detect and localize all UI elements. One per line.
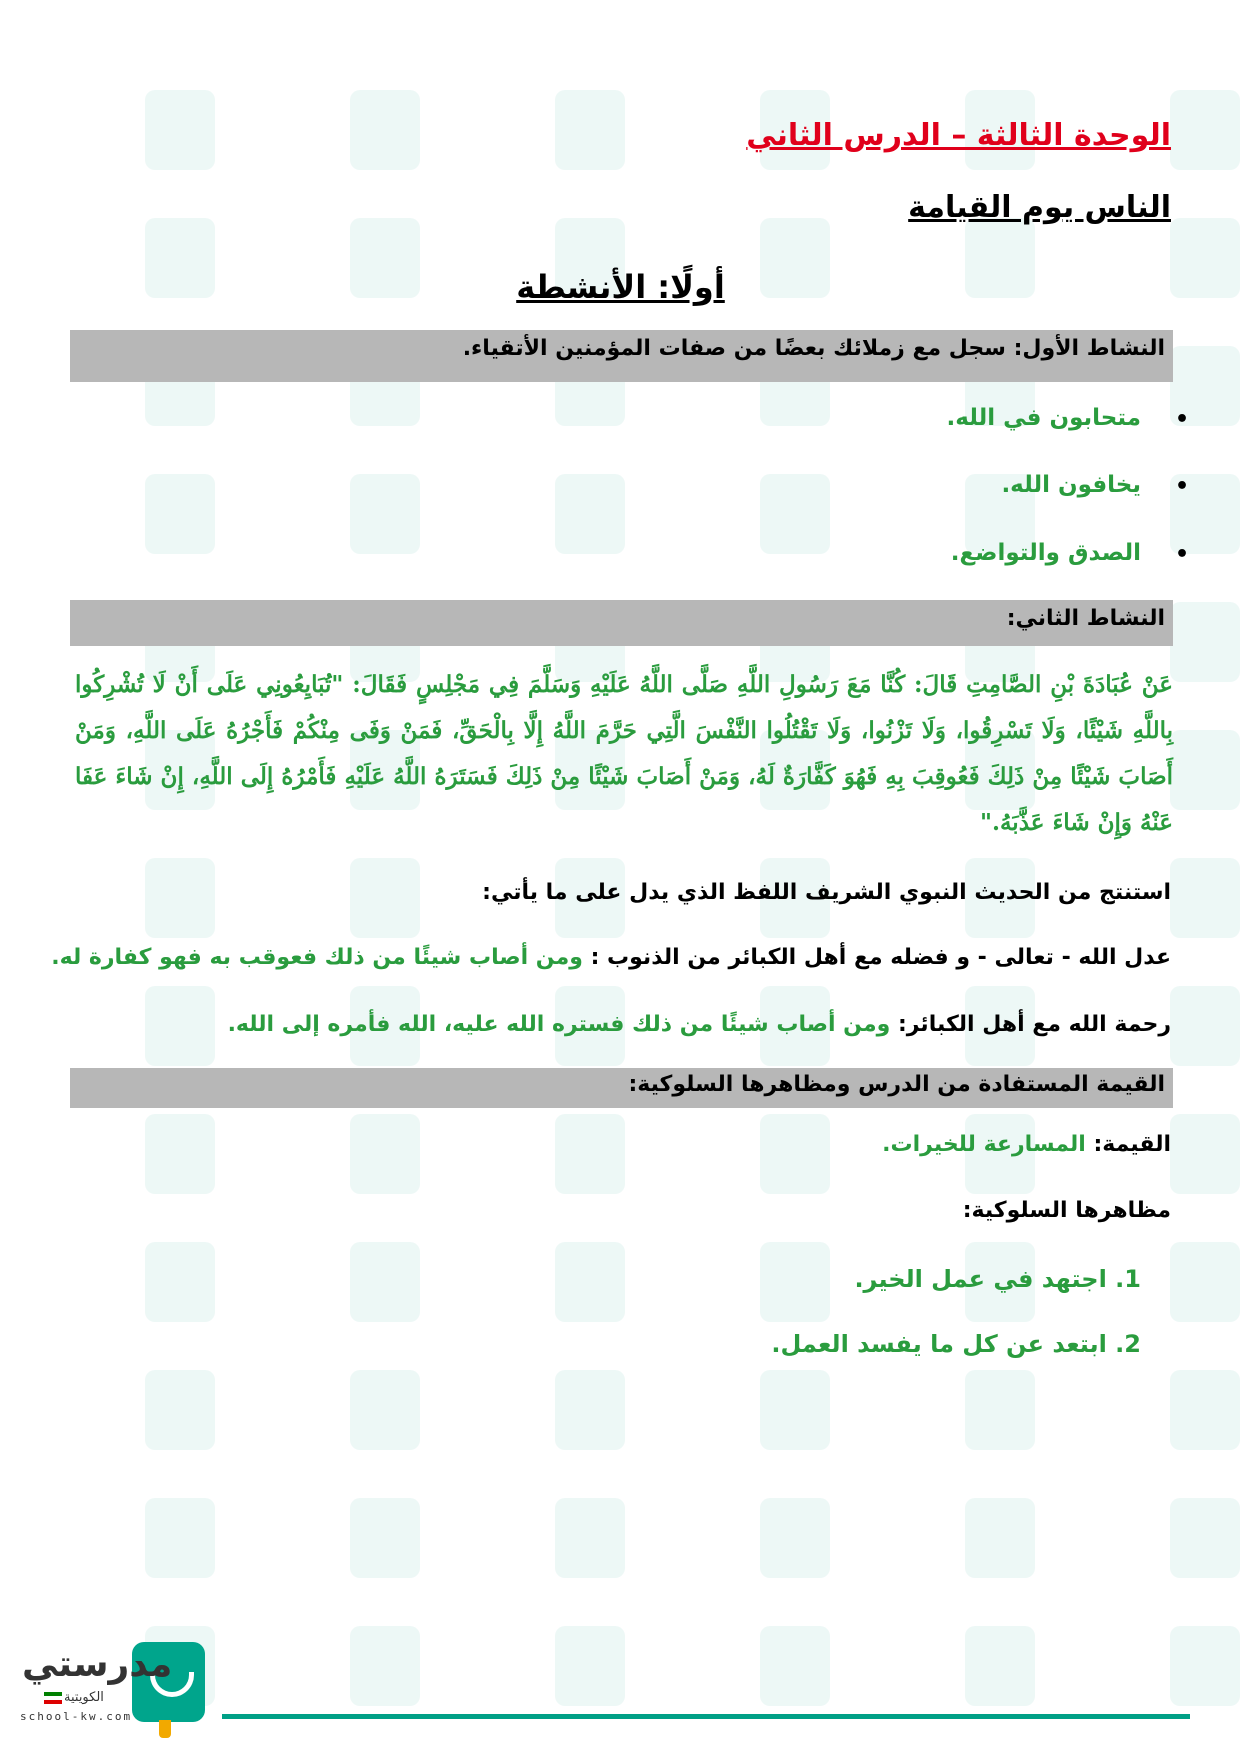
activity2-heading: النشاط الثاني: <box>1006 606 1165 631</box>
list-item: • متحابون في الله. <box>946 405 1189 432</box>
logo-url: school-kw.com <box>20 1710 133 1723</box>
school-logo <box>20 1640 210 1738</box>
answer-row <box>228 1012 1171 1037</box>
list-item: • يخافون الله. <box>1001 472 1189 499</box>
answer-row <box>51 945 1171 970</box>
value-heading-bar <box>70 1068 1173 1108</box>
value-row <box>882 1132 1171 1157</box>
activity2-heading-bar <box>70 600 1173 646</box>
behaviors-label: مظاهرها السلوكية: <box>962 1198 1171 1223</box>
bullet-icon: • <box>1174 542 1189 567</box>
list-item: • الصدق والتواضع. <box>950 540 1189 567</box>
logo-name: مدرستي <box>22 1644 173 1685</box>
hadith-text: عَنْ عُبَادَةَ بْنِ الصَّامِتِ قَالَ: كُنَّا مَعَ رَسُولِ اللَّهِ صَلَّى اللَّهُ عَلَيْهِ وَسَلَّمَ فِي مَجْلِسٍ فَقَالَ: "تُبَايِعُونِي عَلَى أَنْ لَا تُشْرِكُوا بِاللَّهِ شَيْئًا، وَلَا تَسْرِقُوا، وَلَا تَزْنُوا، وَلَا تَقْتُلُوا النَّفْسَ الَّتِي حَرَّمَ اللَّهُ إِلَّا بِالْحَقِّ، فَمَنْ وَفَى مِنْكُمْ فَأَجْرُهُ عَلَى اللَّهِ، وَمَنْ أَصَابَ شَيْئًا مِنْ ذَلِكَ فَعُوقِبَ بِهِ فَهُوَ كَفَّارَةٌ لَهُ، وَمَنْ أَصَابَ شَيْئًا مِنْ ذَلِكَ فَسَتَرَهُ اللَّهُ عَلَيْهِ فَأَمْرُهُ إِلَى اللَّهِ، إِنْ شَاءَ عَفَا عَنْهُ وَإِنْ شَاءَ عَذَّبَهُ." <box>75 671 1173 836</box>
list-item: 2. ابتعد عن كل ما يفسد العمل. <box>771 1330 1141 1358</box>
section-title: أولًا: الأنشطة <box>516 268 725 306</box>
bullet-icon: • <box>1174 474 1189 499</box>
value-text: المسارعة للخيرات. <box>882 1132 1086 1157</box>
kuwait-flag-icon <box>44 1692 62 1704</box>
answer-label: عدل الله - تعالى - و فضله مع أهل الكبائر من الذنوب : <box>590 945 1171 970</box>
answer-value: ومن أصاب شيئًا من ذلك فعوقب به فهو كفارة له. <box>51 945 583 970</box>
activity1-heading: النشاط الأول: سجل مع زملائك بعضًا من صفات المؤمنين الأتقياء. <box>462 336 1165 361</box>
unit-title: الوحدة الثالثة – الدرس الثاني <box>746 118 1171 153</box>
value-heading: القيمة المستفادة من الدرس ومظاهرها السلوكية: <box>628 1072 1165 1097</box>
list-item: 1. اجتهد في عمل الخير. <box>854 1265 1141 1293</box>
pencil-icon <box>159 1720 171 1738</box>
activity1-heading-bar <box>70 330 1173 382</box>
value-label: القيمة: <box>1093 1132 1171 1157</box>
answer-value: ومن أصاب شيئًا من ذلك فستره الله عليه، الله فأمره إلى الله. <box>227 1012 891 1037</box>
footer-divider <box>222 1714 1190 1719</box>
logo-subtitle: الكويتية <box>64 1690 104 1705</box>
lesson-title: الناس يوم القيامة <box>908 190 1171 225</box>
answer-label: رحمة الله مع أهل الكبائر: <box>897 1012 1171 1037</box>
bullet-icon: • <box>1174 407 1189 432</box>
deduce-question: استنتج من الحديث النبوي الشريف اللفظ الذي يدل على ما يأتي: <box>482 880 1171 905</box>
